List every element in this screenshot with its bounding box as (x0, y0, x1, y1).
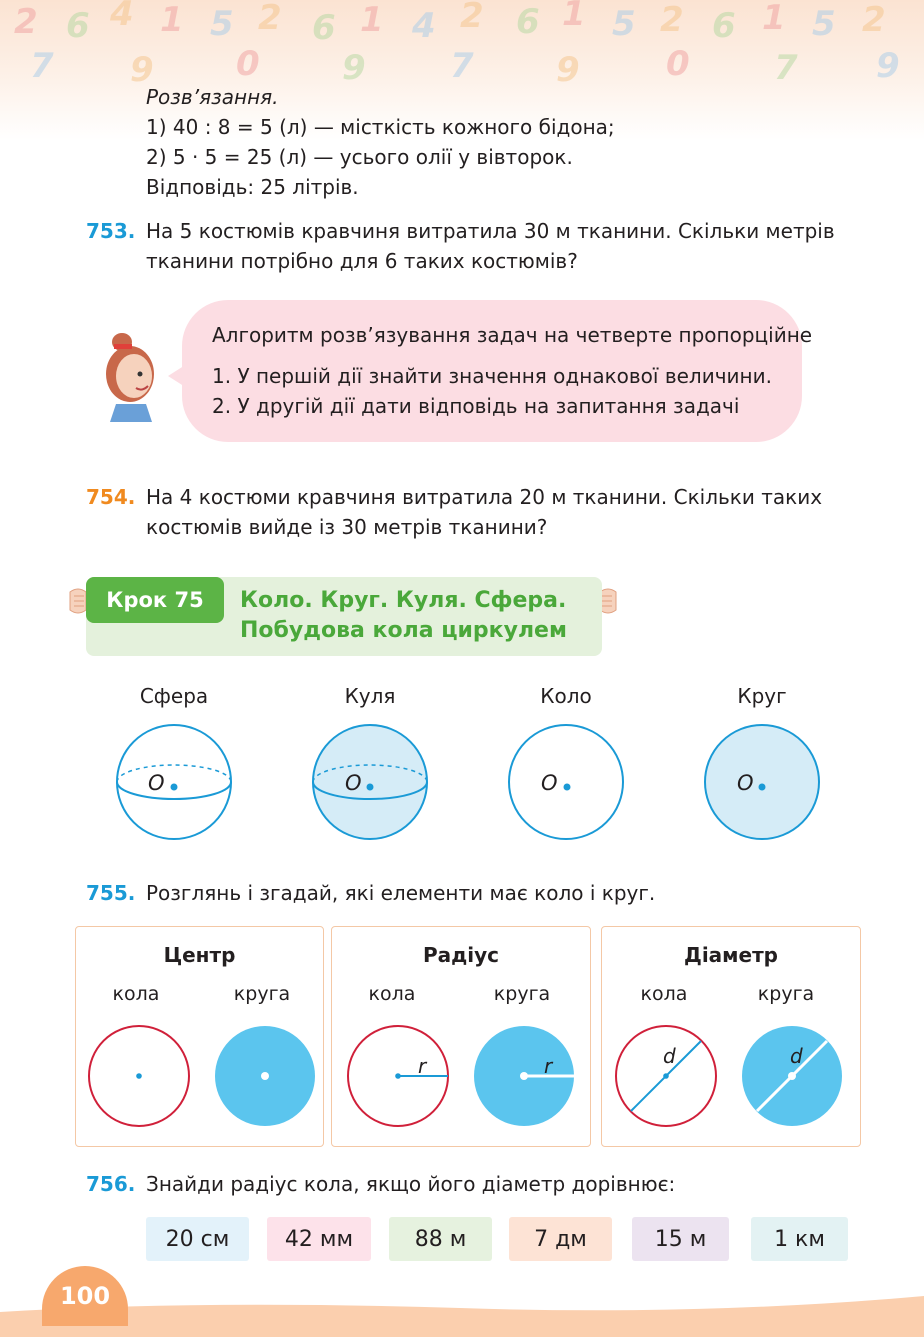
diameter-chip: 20 см (146, 1217, 249, 1261)
shape-label-ball: Куля (344, 684, 396, 708)
shape-label-disk: Круг (737, 684, 787, 708)
algorithm-step-1: 1. У першій дії знайти значення однакової величини. (212, 364, 772, 388)
diameter-chip: 1 км (751, 1217, 848, 1261)
panel-center-circle-label: кола (112, 983, 160, 1005)
panel-center-disk-label: круга (233, 983, 291, 1005)
page-number: 100 (42, 1266, 128, 1326)
ball-center-label: O (345, 771, 362, 795)
shape-label-sphere: Сфера (139, 684, 209, 708)
task-753-line-2: тканини потрібно для 6 таких костюмів? (146, 249, 578, 273)
diameter-chip: 88 м (389, 1217, 492, 1261)
solution-heading: Розв’язання. (146, 85, 279, 109)
task-755-number: 755. (86, 881, 136, 905)
step-tag: Крок 75 (86, 577, 224, 623)
task-756-number: 756. (86, 1172, 136, 1196)
panel-diameter-title: Діаметр (684, 943, 778, 967)
solution-line-1: 1) 40 : 8 = 5 (л) — місткість кожного бідона; (146, 115, 615, 139)
panel-radius-circle-label: кола (368, 983, 416, 1005)
task-756-text: Знайди радіус кола, якщо його діаметр дорівнює: (146, 1172, 676, 1196)
girl-illustration (96, 326, 162, 422)
algorithm-step-2: 2. У другій дії дати відповідь на запитання задачі (212, 394, 740, 418)
sphere-center-label: O (148, 771, 165, 795)
diameter-chip: 15 м (632, 1217, 729, 1261)
panel-radius-disk-label: круга (493, 983, 551, 1005)
panel-radius (331, 926, 591, 1147)
task-753-line-1: На 5 костюмів кравчиня витратила 30 м тканини. Скільки метрів (146, 219, 835, 243)
diameter-mark-circle: d (663, 1044, 676, 1068)
radius-mark-disk: r (544, 1054, 553, 1078)
disk-center-label: O (737, 771, 754, 795)
task-754-line-2: костюмів вийде із 30 метрів тканини? (146, 515, 548, 539)
decorative-digits: 2 6 4 1 5 2 6 1 4 2 6 1 5 2 6 1 5 2 7 9 0 9 7 9 0 7 9 (14, 0, 900, 90)
panel-radius-title: Радіус (422, 943, 500, 967)
algorithm-title: Алгоритм розв’язування задач на четверте пропорційне (212, 323, 813, 347)
task-754-line-1: На 4 костюми кравчиня витратила 20 м тканини. Скільки таких (146, 485, 823, 509)
circle-figure (509, 725, 623, 839)
panel-center-title: Центр (163, 943, 236, 967)
ball-figure (313, 725, 427, 839)
solution-line-2: 2) 5 · 5 = 25 (л) — усього олії у вівторок. (146, 145, 573, 169)
radius-mark-circle: r (418, 1054, 427, 1078)
panel-diameter (601, 926, 861, 1147)
diameter-chip: 42 мм (267, 1217, 371, 1261)
task-754-number: 754. (86, 485, 136, 509)
disk-figure (705, 725, 819, 839)
solution-answer: Відповідь: 25 літрів. (146, 175, 359, 199)
circle-center-label: O (541, 771, 558, 795)
task-753-number: 753. (86, 219, 136, 243)
panel-diameter-figures (602, 1023, 860, 1133)
shapes-figures (0, 720, 924, 860)
diameter-mark-disk: d (790, 1044, 803, 1068)
step-title-line-2: Побудова кола циркулем (240, 618, 567, 643)
panel-center-figures (76, 1023, 323, 1133)
panel-diameter-disk-label: круга (757, 983, 815, 1005)
diameter-chip: 7 дм (509, 1217, 612, 1261)
step-title-line-1: Коло. Круг. Куля. Сфера. (240, 588, 567, 613)
sphere-figure (117, 725, 231, 839)
panel-center (75, 926, 324, 1147)
panel-diameter-circle-label: кола (640, 983, 688, 1005)
task-755-text: Розглянь і згадай, які елементи має коло і круг. (146, 881, 656, 905)
footer-wave (0, 1290, 924, 1337)
shape-label-circle: Коло (540, 684, 592, 708)
